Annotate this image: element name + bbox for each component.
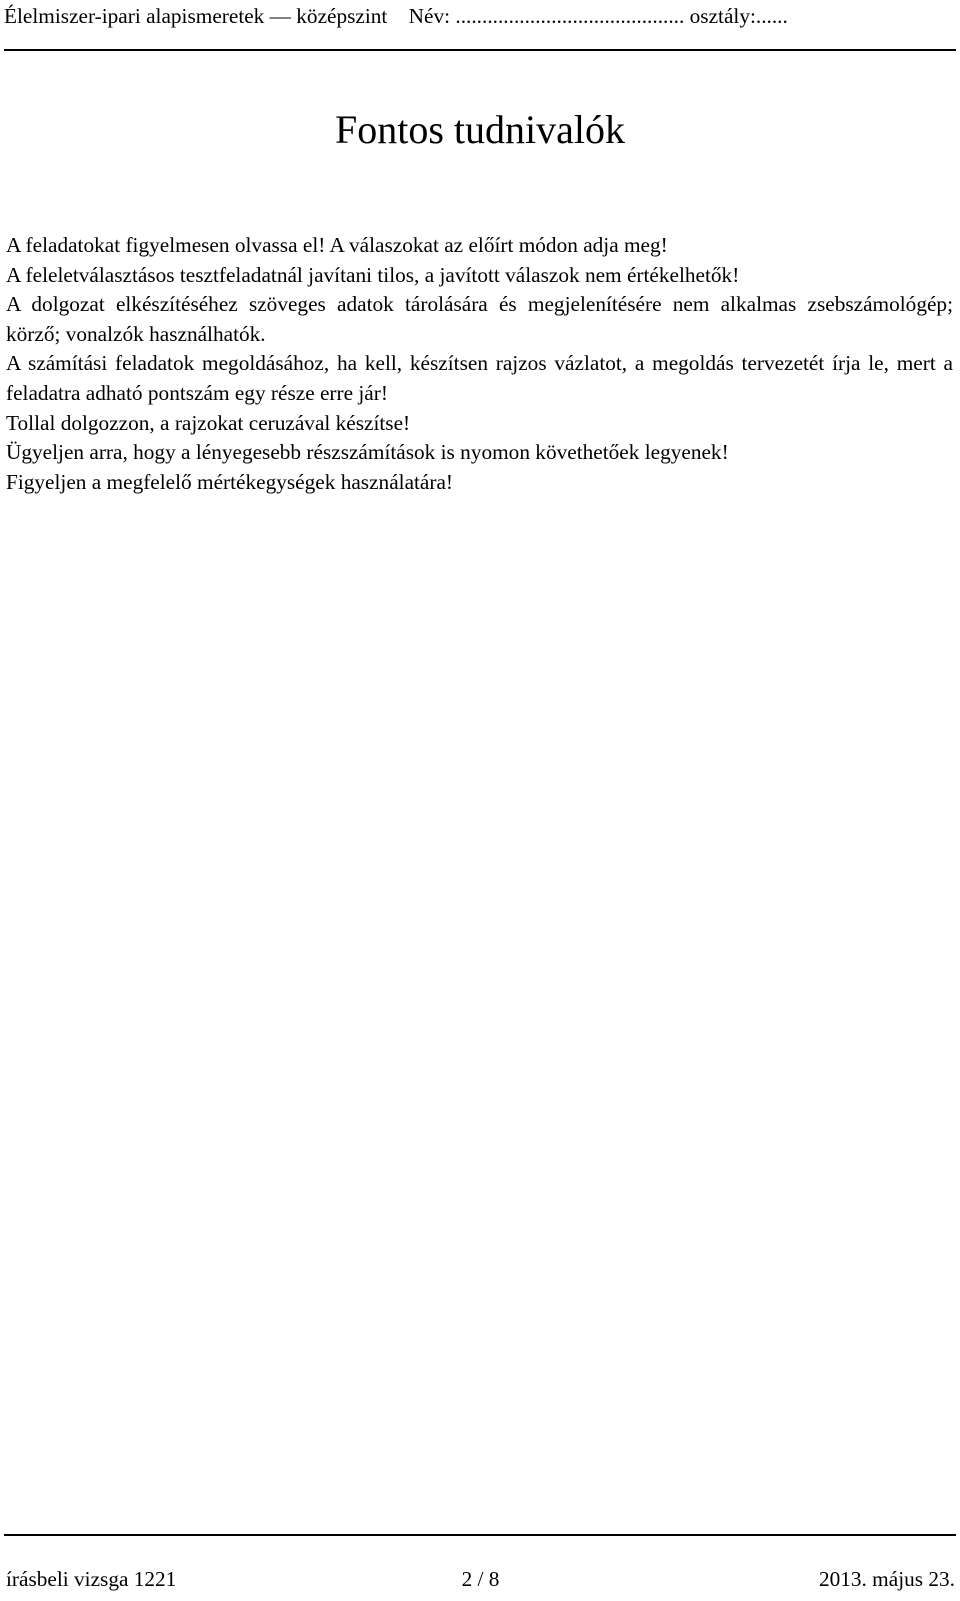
header-rule	[4, 49, 956, 51]
instructions-list	[6, 231, 953, 497]
exam-date: 2013. május 23.	[818, 1567, 955, 1591]
instruction-item: Figyeljen a megfelelő mértékegységek használatára!	[6, 469, 454, 494]
header-text: Élelmiszer-ipari alapismeretek — középszint Név: ........................................... osztály:......	[4, 4, 788, 28]
exam-label: írásbeli vizsga 1221	[6, 1567, 177, 1591]
instruction-item: A feladatokat figyelmesen olvassa el! A válaszokat az előírt módon adja meg!	[6, 233, 668, 257]
page-title: Fontos tudnivalók	[334, 107, 626, 152]
page-footer	[6, 1565, 955, 1595]
page-number: 2 / 8	[461, 1567, 500, 1591]
instruction-item: A számítási feladatok megoldásához, ha kell, készítsen rajzos vázlatot, a megoldás tervezetét írja le, mert a feladatra adható pontszám egy része erre jár!	[6, 351, 953, 405]
instruction-item: Tollal dolgozzon, a rajzokat ceruzával készítse!	[6, 410, 411, 435]
instruction-item: A dolgozat elkészítéséhez szöveges adatok tárolására és megjelenítésére nem alkalmas zsebszámológép; körző; vonalzók használhatók.	[6, 292, 953, 346]
footer-rule	[4, 1534, 956, 1536]
instruction-item: A feleletválasztásos tesztfeladatnál javítani tilos, a javított válaszok nem értékelhetők!	[6, 262, 740, 287]
instruction-item: Ügyeljen arra, hogy a lényegesebb részszámítások is nyomon követhetőek legyenek!	[6, 440, 729, 465]
page-header	[0, 0, 960, 50]
